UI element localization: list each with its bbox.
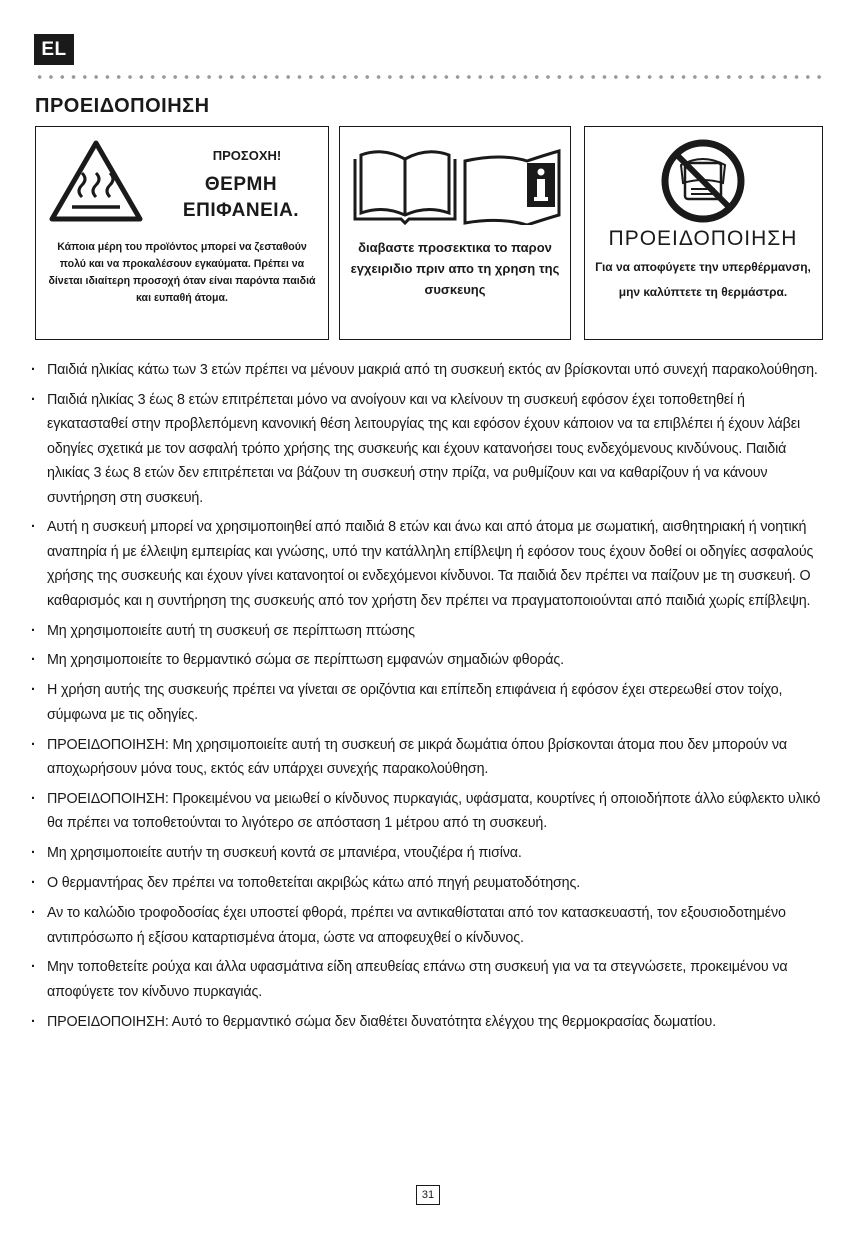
hot-surface-title-line2: ΕΠΙΦΑΝΕΙΑ.	[182, 200, 300, 221]
list-item: · Παιδιά ηλικίας 3 έως 8 ετών επιτρέπεται μόνο να ανοίγουν και να κλείνουν τη συσκευή εφόσον έχει τοποθετηθεί ή εγκατασταθεί στην προβλεπόμενη κανονική θέση λειτουργίας της και εφόσον έχουν κάποιον να τα επιβλέπει ή έχουν λάβει οδηγίες σχετικά με τον ασφαλή τρόπο χρήσης της συσκευής και έχουν κατανοήσει τους ενδεχόμενους κινδύνους. Παιδιά ηλικίας 3 έως 8 ετών δεν επιτρέπεται να βάζουν τη συσκευή στην πρίζα, να ρυθμίζουν και να καθαρίζουν ή να κάνουν συντήρηση στη συσκευή.	[31, 388, 821, 510]
list-item: · Η χρήση αυτής της συσκευής πρέπει να γίνεται σε οριζόντια και επίπεδη επιφάνεια ή εφόσον έχει στερεωθεί στον τοίχο, σύμφωνα με τις οδηγίες.	[31, 678, 821, 727]
list-item: · ΠΡΟΕΙΔΟΠΟΙΗΣΗ: Αυτό το θερμαντικό σώμα δεν διαθέτει δυνατότητα ελέγχου της θερμοκρασίας δωματίου.	[31, 1010, 821, 1034]
do-not-cover-icon	[657, 137, 749, 225]
hot-surface-title-line1: ΘΕΡΜΗ	[204, 174, 278, 195]
hot-surface-warning-box	[35, 126, 329, 340]
hot-surface-title	[156, 172, 326, 224]
do-not-cover-warning-box	[584, 126, 823, 340]
no-cover-warning-text: Για να αποφύγετε την υπερθέρμανση, μην καλύπτετε τη θερμάστρα.	[595, 260, 811, 299]
no-cover-warning-title: ΠΡΟΕΙΔΟΠΟΙΗΣΗ	[608, 227, 798, 250]
read-manual-box	[339, 126, 571, 340]
list-item: · ΠΡΟΕΙΔΟΠΟΙΗΣΗ: Μη χρησιμοποιείτε αυτή τη συσκευή σε μικρά δωμάτια όπου βρίσκονται άτομα που δεν μπορούν να αποχωρήσουν μόνα τους, εκτός εάν υπάρχει συνεχής παρακολούθηση.	[31, 733, 821, 782]
list-item: · Μη χρησιμοποιείτε το θερμαντικό σώμα σε περίπτωση εμφανών σημαδιών φθοράς.	[31, 648, 821, 672]
language-badge: EL	[34, 34, 74, 65]
safety-instructions-list	[31, 358, 821, 1040]
hot-surface-text: Κάποια μέρη του προϊόντος μπορεί να ζεσταθούν πολύ και να προκαλέσουν εγκαύματα. Πρέπει να δίνεται ιδιαίτερη προσοχή όταν είναι παρόντα παιδιά και ευπαθή άτομα.	[48, 241, 316, 304]
list-item: · Μη χρησιμοποιείτε αυτή τη συσκευή σε περίπτωση πτώσης	[31, 619, 821, 643]
page-number: 31	[416, 1185, 440, 1205]
list-item: · Μην τοποθετείτε ρούχα και άλλα υφασμάτινα είδη απευθείας επάνω στη συσκευή για να τα στεγνώσετε, προκειμένου να αποφύγετε τον κίνδυνο πυρκαγιάς.	[31, 955, 821, 1004]
list-item: · Αν το καλώδιο τροφοδοσίας έχει υποστεί φθορά, πρέπει να αντικαθίσταται από τον κατασκευαστή, τον εξουσιοδοτημένο αντιπρόσωπο ή εξίσου καταρτισμένα άτομα, ώστε να αποφευχθεί ο κίνδυνος.	[31, 901, 821, 950]
list-item: · Αυτή η συσκευή μπορεί να χρησιμοποιηθεί από παιδιά 8 ετών και άνω και από άτομα με σωματική, αισθητηριακή ή νοητική αναπηρία ή με έλλειψη εμπειρίας και γνώσης, υπό την κατάλληλη επίβλεψη ή εφόσον τους έχουν δοθεί οι οδηγίες ασφαλούς χρήσης της συσκευής και έχουν γίνει κατανοητοί οι ενδεχόμενοι κίνδυνοι. Τα παιδιά δεν πρέπει να παίζουν με τη συσκευή. Ο καθαρισμός και η συντήρηση της συσκευής από τον χρήστη δεν πρέπει να πραγματοποιούνται από παιδιά χωρίς επίβλεψη.	[31, 515, 821, 613]
list-item: · Μη χρησιμοποιείτε αυτήν τη συσκευή κοντά σε μπανιέρα, ντουζιέρα ή πισίνα.	[31, 841, 821, 865]
list-item: · Παιδιά ηλικίας κάτω των 3 ετών πρέπει να μένουν μακριά από τη συσκευή εκτός αν βρίσκονται υπό συνεχή παρακολούθηση.	[31, 358, 821, 382]
list-item: · ΠΡΟΕΙΔΟΠΟΙΗΣΗ: Προκειμένου να μειωθεί ο κίνδυνος πυρκαγιάς, υφάσματα, κουρτίνες ή οποιοδήποτε άλλο εύφλεκτο υλικό θα πρέπει να τοποθετούνται το λιγότερο σε απόσταση 1 μέτρου από τη συσκευή.	[31, 787, 821, 836]
dotted-divider	[34, 74, 824, 80]
page-heading: ΠΡΟΕΙΔΟΠΟΙΗΣΗ	[35, 95, 210, 117]
hot-surface-warning-icon	[46, 137, 146, 227]
list-item: · Ο θερμαντήρας δεν πρέπει να τοποθετείται ακριβώς κάτω από πηγή ρευματοδότησης.	[31, 871, 821, 895]
attention-label: ΠΡΟΣΟΧΗ!	[212, 148, 282, 163]
read-manual-text: διαβαστε προσεκτικα το παρον εγχειριδιο πριν απο τη χρηση της συσκευης	[350, 240, 560, 297]
read-manual-icon	[351, 149, 563, 225]
